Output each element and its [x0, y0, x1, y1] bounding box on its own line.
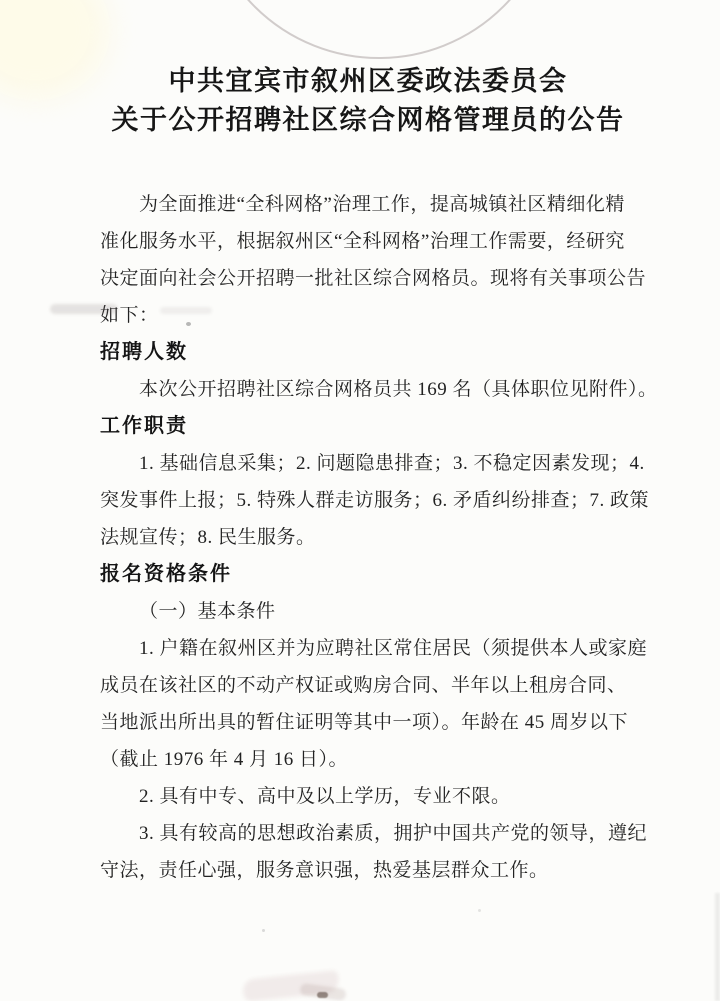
- subheading-basic-conditions: （一）基本条件: [139, 601, 276, 622]
- scan-smudge-artifact: [160, 307, 212, 314]
- title-line-2: 关于公开招聘社区综合网格管理员的公告: [111, 105, 625, 135]
- body-line: 1. 基础信息采集；2. 问题隐患排查；3. 不稳定因素发现；4.: [139, 453, 645, 474]
- title-line-1: 中共宜宾市叙州区委政法委员会: [168, 66, 568, 96]
- heading-recruit-count: 招聘人数: [100, 341, 188, 363]
- body-line: （截止 1976 年 4 月 16 日）。: [100, 749, 349, 770]
- scan-dot-artifact: [478, 909, 481, 912]
- body-line: 守法，责任心强，服务意识强，热爱基层群众工作。: [100, 860, 549, 881]
- body-line: 为全面推进“全科网格”治理工作，提高城镇社区精细化精: [139, 194, 625, 215]
- scan-dot-artifact: [262, 929, 265, 932]
- document-title: [8, 62, 720, 140]
- scan-edge-artifact: [715, 893, 720, 1001]
- body-line: 决定面向社会公开招聘一批社区综合网格员。现将有关事项公告: [100, 268, 647, 289]
- body-line: 3. 具有较高的思想政治素质，拥护中国共产党的领导，遵纪: [139, 823, 648, 844]
- heading-eligibility: 报名资格条件: [100, 563, 232, 585]
- body-line: 法规宣传；8. 民生服务。: [100, 527, 316, 548]
- scan-speck-artifact: [317, 992, 328, 998]
- body-line: 本次公开招聘社区综合网格员共 169 名（具体职位见附件）。: [139, 379, 658, 400]
- scan-ring-artifact: [202, 0, 556, 59]
- body-line: 如下：: [100, 305, 159, 326]
- body-line: 准化服务水平，根据叙州区“全科网格”治理工作需要，经研究: [100, 231, 625, 252]
- body-line: 当地派出所出具的暂住证明等其中一项）。年龄在 45 周岁以下: [100, 712, 629, 733]
- scan-smudge-artifact: [50, 304, 118, 314]
- body-line: 成员在该社区的不动产权证或购房合同、半年以上租房合同、: [100, 675, 627, 696]
- body-line: 突发事件上报；5. 特殊人群走访服务；6. 矛盾纠纷排查；7. 政策: [100, 490, 650, 511]
- body-line: 1. 户籍在叙州区并为应聘社区常住居民（须提供本人或家庭: [139, 638, 648, 659]
- document-body: [100, 186, 658, 889]
- scan-dot-artifact: [186, 322, 191, 326]
- heading-job-duties: 工作职责: [100, 415, 188, 437]
- body-line: 2. 具有中专、高中及以上学历，专业不限。: [139, 786, 511, 807]
